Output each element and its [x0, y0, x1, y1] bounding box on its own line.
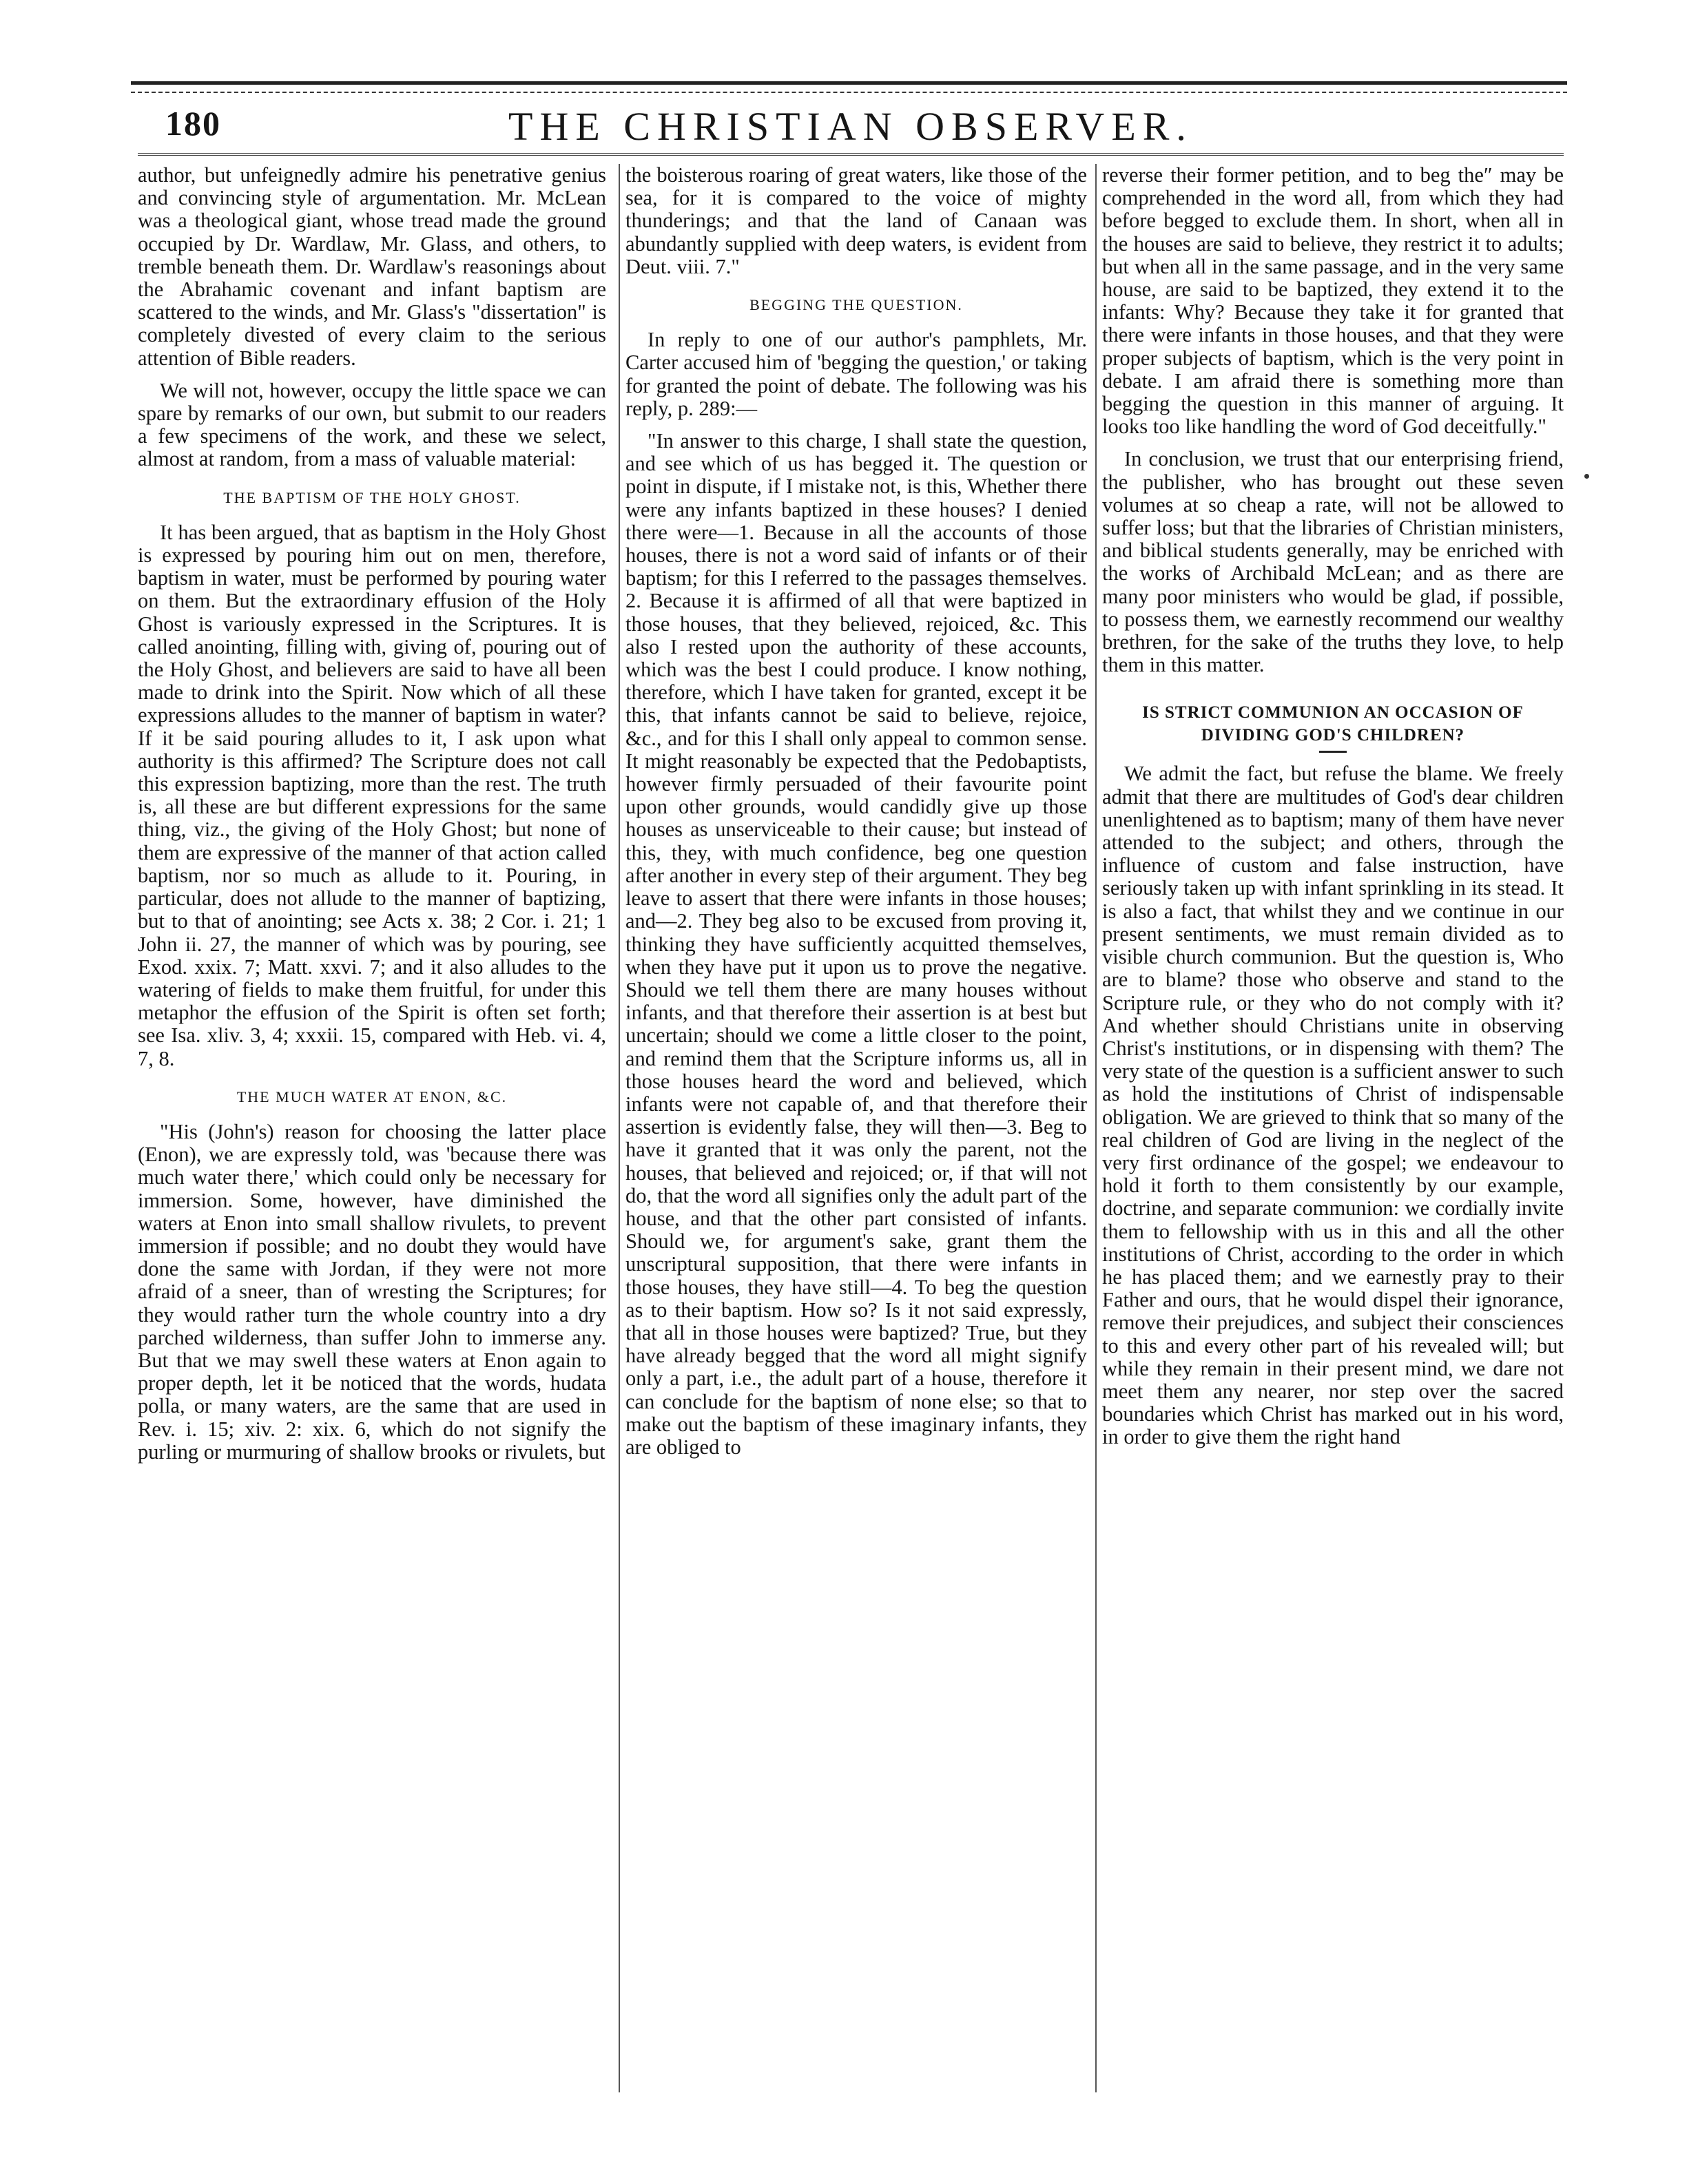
article-heading: IS STRICT COMMUNION AN OCCASION OF DIVIDING GOD'S CHILDREN?: [1142, 703, 1524, 745]
header-rule: [138, 153, 1564, 156]
section-heading: THE BAPTISM OF THE HOLY GHOST.: [223, 488, 521, 506]
paragraph: It has been argued, that as baptism in the Holy Ghost is expressed by pouring him out on men, therefore, baptism in water, must be performed by pouring water on them. But the extraordinary effusion of the Holy Ghost is variously expressed in the Scriptures. It is called anointing, filling with, giving of, pouring out of the Holy Ghost, and believers are said to have all been made to drink into the Spirit. Now which of all these expressions alludes to the manner of baptism in water? If it be said pouring alludes to it, I ask upon what authority is this affirmed? The Scripture does not call this expression baptizing, more than the rest. The truth is, all these are but different expressions for the same thing, viz., the giving of the Holy Ghost; but none of them are expressive of the manner of that action called baptism, nor so much as allude to it. Pouring, in particular, does not allude to the manner of baptizing, but to that of anointing; see Acts x. 38; 2 Cor. i. 21; 1 John ii. 27, the manner of which was by pouring, see Exod. xxix. 7; Matt. xxvi. 7; and it also alludes to the watering of fields to make them fruitful, for under this metaphor the effusion of the Spirit is often set forth; see Isa. xliv. 3, 4; xxxii. 15, compared with Heb. vi. 4, 7, 8.: [138, 520, 606, 1070]
page-number: 180: [165, 104, 221, 143]
paragraph: We will not, however, occupy the little space we can spare by remarks of our own, but submit to our readers a few specimens of the work, and these we select, almost at random, from a mass of valuable material:: [138, 378, 606, 471]
paragraph: reverse their former petition, and to beg the″ may be comprehended in the word all, from which they had before begged to exclude them. In short, when all in the houses are said to believe, they restrict it to adults; but when all in the same passage, and in the very same house, are said to be baptized, they extend it to the infants: Why? Because they take it for granted that there were infants in those houses, and that they were proper subjects of baptism, which is the very point in debate. I am afraid there is something more than begging the question in this manner of arguing. It looks too like handling the word of God deceitfully.": [1102, 164, 1564, 439]
paragraph: In reply to one of our author's pamphlets, Mr. Carter accused him of 'begging the question,' or taking for granted the point of debate. The following was his reply, p. 289:—: [625, 328, 1087, 420]
page-header: [138, 103, 1564, 165]
paragraph: We admit the fact, but refuse the blame. We freely admit that there are multitudes of God's dear children unenlightened as to baptism; many of them have never attended to the subject; and others, through the influence of custom and false instruction, have seriously taken up with infant sprinkling in its stead. It is also a fact, that whilst they and we continue in our present sentiments, we must remain divided as to visible church communion. But the question is, Who are to blame? those who observe and stand to the Scripture rule, or they who do not comply with it? And whether should Christians unite in observing Christ's institutions, or in dispensing with them? The very state of the question is a sufficient answer to such as hold the institutions of Christ of indispensable obligation. We are grieved to think that so many of the real children of God are living in the neglect of the very first ordinance of the gospel; we endeavour to hold it forth to them consistently by our example, doctrine, and separate communion: we cordially invite them to fellowship with us in this and all the other institutions of Christ, according to the order in which he has placed them; and we earnestly pray to their Father and ours, that he would dispel their ignorance, remove their prejudices, and subject their consciences to this and every other part of his revealed will; but while they remain in their present mind, we dare not meet them any nearer, nor step over the sacred boundaries which Christ has marked out in his word, in order to give them the right hand: [1102, 762, 1564, 1449]
paragraph: "His (John's) reason for choosing the latter place (Enon), we are expressly told, was 'because there was much water there,' which could only be necessary for immersion. Some, however, have diminished the waters at Enon into small shallow rivulets, to prevent immersion if possible; and no doubt they would have done the same with Jordan, if they were not more afraid of a sneer, than of wresting the Scriptures; for they would rather turn the whole country into a dry parched wilderness, than suffer John to immerse any. But that we may swell these waters at Enon again to proper depth, let it be noticed that the words, hudata polla, or many waters, are the same that are used in Rev. i. 15; xiv. 2: xix. 6, which do not signify the purling or murmuring of shallow brooks or rivulets, but: [138, 1119, 606, 1464]
column-2: [619, 164, 1087, 2092]
margin-mark: [1584, 474, 1589, 479]
section-heading: THE MUCH WATER AT ENON, &C.: [236, 1088, 508, 1105]
paragraph: In conclusion, we trust that our enterprising friend, the publisher, who has brought out these seven volumes at so cheap a rate, will not be allowed to suffer loss; but that the libraries of Christian ministers, and biblical students generally, may be enriched with the works of Archibald McLean; and as there are many poor ministers who would be glad, if possible, to possess them, we earnestly recommend our wealthy brethren, for the sake of the truths they love, to help them in this matter.: [1102, 447, 1564, 677]
column-3: [1095, 164, 1564, 2092]
top-decorative-rule: [131, 81, 1567, 93]
paragraph: the boisterous roaring of great waters, like those of the sea, for it is compared to the voice of mighty thunderings; and that the land of Canaan was abundantly supplied with deep waters, is evident from Deut. viii. 7.": [625, 164, 1087, 278]
paragraph: "In answer to this charge, I shall state the question, and see which of us has begged it. The question or point in dispute, if I mistake not, is this, Whether there were any infants baptized in these houses? I denied there were—1. Because in all the accounts of those houses, there is not a word said of infants or of their baptism; for this I referred to the passages themselves. 2. Because it is affirmed of all that were baptized in those houses, that they believed, rejoiced, &c. This also I rested upon the authority of these accounts, which was the best I could produce. I know nothing, therefore, which I have taken for granted, except it be this, that infants cannot be said to believe, rejoice, &c., and for this I shall only appeal to common sense. It might reasonably be expected that the Pedobaptists, however firmly persuaded of their favourite point upon other grounds, would candidly give up those houses as unserviceable to their cause; but instead of this, they, with much confidence, beg one question after another in every step of their argument. They beg leave to assert that there were infants in those houses; and—2. They beg also to be excused from proving it, thinking they have sufficiently acquitted themselves, when they have put it upon us to prove the negative. Should we tell them there are many houses without infants, and that therefore their assertion is at best but uncertain; should we come a little closer to the point, and remind them that the Scripture informs us, all in those houses heard the word and believed, which infants were not capable of, and that therefore their assertion is evidently false, they will then—3. Beg to have it granted that it was only the parent, not the houses, that believed and rejoiced; or, if that will not do, that the word all signifies only the adult part of the house, and that the other part consisted of infants. Should we, for argument's sake, grant them the unscriptural supposition, that there were infants in those houses, they have still—4. To beg the question as to their baptism. How so? Is it not said expressly, that all in those houses were baptized? True, but they have already begged that the word all might signify only a part, i.e., the adult part of a house, therefore it can conclude for the baptism of none else; so that to make out the baptism of these imaginary infants, they are obliged to: [625, 429, 1087, 1459]
paragraph: author, but unfeignedly admire his penetrative genius and convincing style of argumentation. Mr. McLean was a theological giant, whose tread made the ground occupied by Dr. Wardlaw, Mr. Glass, and others, to tremble beneath them. Dr. Wardlaw's reasonings about the Abrahamic covenant and infant baptism are scattered to the winds, and Mr. Glass's "dissertation" is completely divested of every claim to the serious attention of Bible readers.: [138, 164, 606, 370]
section-heading: BEGGING THE QUESTION.: [749, 296, 963, 314]
column-1: [138, 164, 606, 2092]
masthead-title: THE CHRISTIAN OBSERVER.: [508, 104, 1193, 149]
heading-rule: [1319, 751, 1347, 753]
